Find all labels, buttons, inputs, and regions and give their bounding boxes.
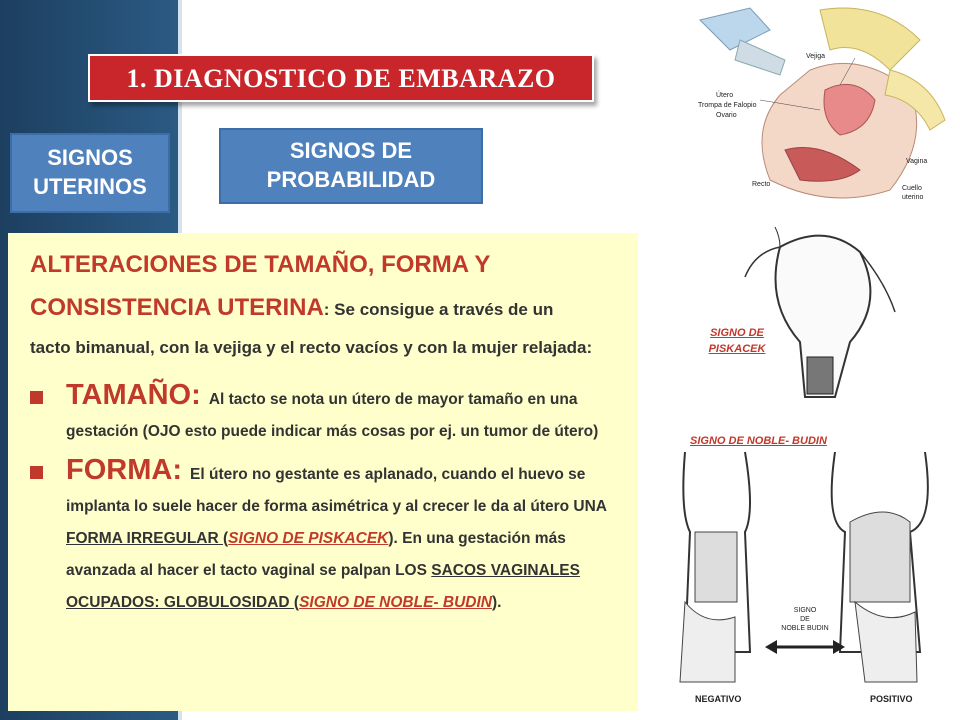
paren: ( <box>223 530 229 547</box>
recto-label: Recto <box>752 181 771 188</box>
caption-line: SIGNO DE <box>710 327 764 339</box>
ovario-label: Ovario <box>716 112 737 119</box>
signos-probabilidad-badge <box>219 128 483 204</box>
bullet-colon: : <box>172 454 191 486</box>
center-label: DE <box>800 616 810 623</box>
center-label: NOBLE BUDIN <box>781 625 829 632</box>
bullet-tamano <box>30 379 628 448</box>
badge-line: SIGNOS <box>47 145 133 171</box>
paren: ) <box>388 530 394 547</box>
bullet-colon: : <box>191 379 209 411</box>
signos-uterinos-badge <box>10 133 170 213</box>
bullet-text: . En una gestación más avanzada al hacer el tacto vaginal se palpan LOS <box>66 530 566 579</box>
bullet-text: El útero no gestante es aplanado, cuando el huevo se implanta lo suele hacer de forma asimétrica y al crecer le da al útero UNA <box>66 466 607 515</box>
heading-line: ALTERACIONES DE TAMAÑO, FORMA Y <box>30 251 491 278</box>
badge-line: SIGNOS DE <box>289 138 413 164</box>
bullet-text: Al tacto se nota un útero de mayor tamaño en una gestación (OJO esto puede indicar más cosas por ej. un tumor de útero) <box>66 391 599 440</box>
badge-line: UTERINOS <box>33 174 147 199</box>
center-label: SIGNO <box>793 607 817 614</box>
square-bullet-icon <box>30 391 43 404</box>
square-bullet-icon <box>30 466 43 479</box>
bullet-forma <box>30 454 628 619</box>
noble-budin-caption: SIGNO DE NOBLE- BUDIN <box>690 435 827 447</box>
bullet-text: . <box>497 594 502 611</box>
positivo-label: POSITIVO <box>870 694 913 704</box>
piskacek-caption <box>692 325 782 357</box>
noble-budin-svg <box>655 452 955 710</box>
anatomy-drawing <box>690 0 960 218</box>
uterus-drawing <box>735 222 900 402</box>
vagina-label: Vagina <box>906 158 928 165</box>
content-panel <box>8 233 638 711</box>
heading-line: CONSISTENCIA UTERINA <box>30 294 324 321</box>
intro-text: tacto bimanual, con la vejiga y el recto vacíos y con la mujer relajada: <box>30 338 593 357</box>
section-heading <box>30 243 628 331</box>
noble-budin-drawing <box>655 452 955 710</box>
signo-piskacek-term: SIGNO DE PISKACEK <box>228 530 389 547</box>
signo-noble-budin-term: SIGNO DE NOBLE- BUDIN <box>299 594 492 611</box>
caption-line: PISKACEK <box>708 343 766 355</box>
bullet-title: TAMAÑO <box>66 379 192 411</box>
utero-label: Útero <box>716 92 734 99</box>
paren: ) <box>491 594 498 611</box>
sacos-vaginales-term: SACOS VAGINALES OCUPADOS: GLOBULOSIDAD <box>66 562 580 611</box>
trompa-label: Trompa de Falopio <box>698 102 757 109</box>
forma-irregular-term: FORMA IRREGULAR <box>66 530 223 547</box>
bimanual-exam-illustration <box>690 0 960 218</box>
bullet-title: FORMA <box>66 454 173 486</box>
badge-line: PROBABILIDAD <box>266 167 436 192</box>
slide-title: 1. DIAGNOSTICO DE EMBARAZO <box>88 54 594 102</box>
cuello-label: Cuello <box>902 185 922 192</box>
paren: ( <box>293 594 300 611</box>
vejiga-label: Vejiga <box>806 53 826 60</box>
intro-lead: : Se consigue a través de un <box>323 300 554 319</box>
cuello-label: uterino <box>902 194 924 201</box>
negativo-label: NEGATIVO <box>695 694 742 704</box>
piskacek-uterus-drawing <box>735 222 900 402</box>
